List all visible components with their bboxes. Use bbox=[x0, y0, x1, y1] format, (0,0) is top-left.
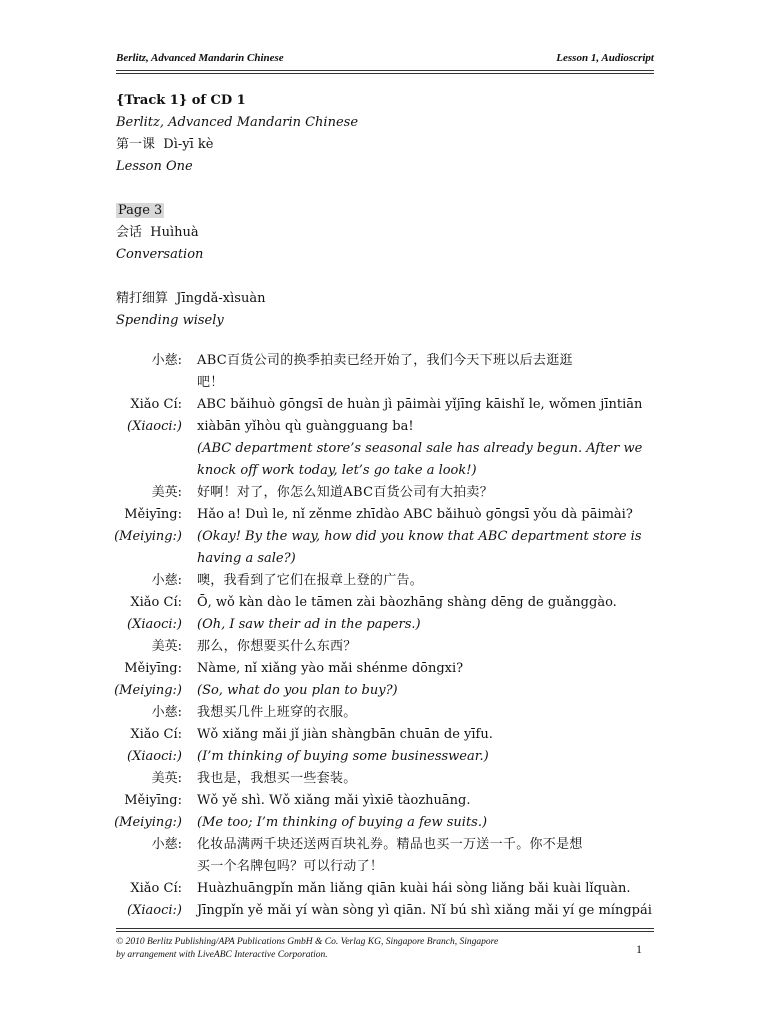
speaker-label: (Meiying:) bbox=[114, 529, 182, 544]
speaker-label: (Xiaoci:) bbox=[127, 903, 182, 918]
speaker-label: 美英: bbox=[151, 639, 182, 654]
dialogue-line bbox=[0, 592, 768, 614]
dialogue-line bbox=[0, 570, 768, 592]
lesson-english: Lesson One bbox=[116, 159, 193, 174]
dialogue-text: (Okay! By the way, how did you know that ABC department store is bbox=[197, 529, 642, 544]
dialogue-line bbox=[0, 900, 768, 922]
speaker-label: 小慈: bbox=[151, 353, 182, 368]
speaker-label: Xiǎo Cí: bbox=[130, 595, 182, 610]
copyright-line-1: © 2010 Berlitz Publishing/APA Publications GmbH & Co. Verlag KG, Singapore Branch, Singapore bbox=[116, 937, 499, 947]
dialogue-text: ABC百货公司的换季拍卖已经开始了，我们今天下班以后去逛逛 bbox=[197, 353, 573, 368]
speaker-label: Xiǎo Cí: bbox=[130, 727, 182, 742]
dialogue-text: Wǒ xiǎng mǎi jǐ jiàn shàngbān chuān de yīfu. bbox=[197, 727, 493, 742]
header-book-title: Berlitz, Advanced Mandarin Chinese bbox=[116, 52, 284, 64]
dialogue-text: xiàbān yǐhòu qù guàngguang ba! bbox=[197, 419, 414, 434]
dialogue-line bbox=[0, 790, 768, 812]
dialogue-text: Hǎo a! Duì le, nǐ zěnme zhīdào ABC bǎihuò gōngsī yǒu dà pāimài? bbox=[197, 507, 633, 522]
page-number: 1 bbox=[636, 942, 642, 956]
speaker-label: (Meiying:) bbox=[114, 683, 182, 698]
speaker-label: Měiyīng: bbox=[124, 793, 182, 808]
speaker-label: (Xiaoci:) bbox=[127, 617, 182, 632]
dialogue-line bbox=[0, 372, 768, 394]
header-rule bbox=[116, 70, 654, 74]
dialogue-text: 吧！ bbox=[197, 375, 224, 390]
lesson-chinese: 第一课 bbox=[116, 137, 156, 152]
lesson-intro bbox=[116, 90, 656, 332]
dialogue-line bbox=[0, 878, 768, 900]
dialogue-line bbox=[0, 504, 768, 526]
dialogue-line bbox=[0, 350, 768, 372]
dialogue-line bbox=[0, 548, 768, 570]
dialogue-line bbox=[0, 614, 768, 636]
speaker-label: 美英: bbox=[151, 485, 182, 500]
dialogue-text: Wǒ yě shì. Wǒ xiǎng mǎi yìxiē tàozhuāng. bbox=[197, 793, 471, 808]
speaker-label: 小慈: bbox=[151, 837, 182, 852]
dialogue-line bbox=[0, 482, 768, 504]
dialogue-text: Nàme, nǐ xiǎng yào mǎi shénme dōngxi? bbox=[197, 661, 464, 676]
dialogue-line bbox=[0, 724, 768, 746]
speaker-label: Měiyīng: bbox=[124, 661, 182, 676]
speaker-label: Xiǎo Cí: bbox=[130, 881, 182, 896]
dialogue-text: knock off work today, let’s go take a look!) bbox=[197, 463, 477, 478]
dialogue-text: Jīngpǐn yě mǎi yí wàn sòng yì qiān. Nǐ bú shì xiǎng mǎi yí ge míngpái bbox=[197, 903, 652, 918]
dialogue-line bbox=[0, 834, 768, 856]
conversation-english: Conversation bbox=[116, 247, 204, 262]
dialogue-text: 噢，我看到了它们在报章上登的广告。 bbox=[197, 573, 424, 588]
dialogue-line bbox=[0, 702, 768, 724]
dialogue-line bbox=[0, 680, 768, 702]
speaker-label: 小慈: bbox=[151, 705, 182, 720]
book-title: Berlitz, Advanced Mandarin Chinese bbox=[116, 115, 359, 130]
dialogue-text: having a sale?) bbox=[197, 551, 296, 566]
lesson-pinyin: Dì-yī kè bbox=[163, 137, 214, 152]
speaker-label: 小慈: bbox=[151, 573, 182, 588]
dialogue-title-english: Spending wisely bbox=[116, 313, 224, 328]
dialogue-text: (ABC department store’s seasonal sale has already begun. After we bbox=[197, 441, 643, 456]
speaker-label: Xiǎo Cí: bbox=[130, 397, 182, 412]
lesson-line bbox=[116, 134, 656, 156]
dialogue-line bbox=[0, 856, 768, 878]
speaker-label: Měiyīng: bbox=[124, 507, 182, 522]
dialogue-line bbox=[0, 526, 768, 548]
page-label: Page 3 bbox=[118, 203, 163, 218]
copyright-footer bbox=[116, 936, 596, 962]
copyright-line-2: by arrangement with LiveABC Interactive Corporation. bbox=[116, 950, 328, 960]
conversation-chinese: 会话 bbox=[116, 225, 143, 240]
dialogue-line bbox=[0, 768, 768, 790]
dialogue-line bbox=[0, 746, 768, 768]
dialogue-line bbox=[0, 460, 768, 482]
track-label: {Track 1} of CD 1 bbox=[116, 93, 246, 108]
dialogue-line bbox=[0, 416, 768, 438]
dialogue-title-pinyin: Jīngdǎ-xìsuàn bbox=[176, 291, 266, 306]
dialogue-text: ABC bǎihuò gōngsī de huàn jì pāimài yǐjīng kāishǐ le, wǒmen jīntiān bbox=[197, 397, 643, 412]
dialogue-text: 好啊！对了，你怎么知道ABC百货公司有大拍卖？ bbox=[197, 485, 494, 500]
dialogue-text: 买一个名牌包吗？可以行动了！ bbox=[197, 859, 384, 874]
dialogue-line bbox=[0, 812, 768, 834]
dialogue-line bbox=[0, 394, 768, 416]
dialogue-transcript bbox=[0, 350, 768, 922]
conversation-pinyin: Huìhuà bbox=[150, 225, 199, 240]
dialogue-line bbox=[0, 636, 768, 658]
dialogue-text: Ō, wǒ kàn dào le tāmen zài bàozhāng shàng dēng de guǎnggào. bbox=[197, 595, 617, 610]
dialogue-text: 我也是，我想买一些套装。 bbox=[197, 771, 357, 786]
speaker-label: 美英: bbox=[151, 771, 182, 786]
dialogue-text: (I’m thinking of buying some businesswear.) bbox=[197, 749, 489, 764]
dialogue-text: (So, what do you plan to buy?) bbox=[197, 683, 398, 698]
speaker-label: (Xiaoci:) bbox=[127, 419, 182, 434]
speaker-label: (Meiying:) bbox=[114, 815, 182, 830]
dialogue-text: (Me too; I’m thinking of buying a few suits.) bbox=[197, 815, 488, 830]
dialogue-text: 化妆品满两千块还送两百块礼券。精品也买一万送一千。你不是想 bbox=[197, 837, 583, 852]
dialogue-line bbox=[0, 438, 768, 460]
dialogue-text: Huàzhuāngpǐn mǎn liǎng qiān kuài hái sòng liǎng bǎi kuài lǐquàn. bbox=[197, 881, 631, 896]
conversation-line bbox=[116, 222, 656, 244]
page-header bbox=[116, 50, 654, 68]
footer-rule bbox=[116, 928, 654, 932]
header-lesson-title: Lesson 1, Audioscript bbox=[556, 52, 654, 64]
speaker-label: (Xiaoci:) bbox=[127, 749, 182, 764]
dialogue-title-line bbox=[116, 288, 656, 310]
dialogue-text: 那么，你想要买什么东西？ bbox=[197, 639, 357, 654]
dialogue-text: (Oh, I saw their ad in the papers.) bbox=[197, 617, 421, 632]
dialogue-title-chinese: 精打细算 bbox=[116, 291, 169, 306]
dialogue-line bbox=[0, 658, 768, 680]
dialogue-text: 我想买几件上班穿的衣服。 bbox=[197, 705, 357, 720]
